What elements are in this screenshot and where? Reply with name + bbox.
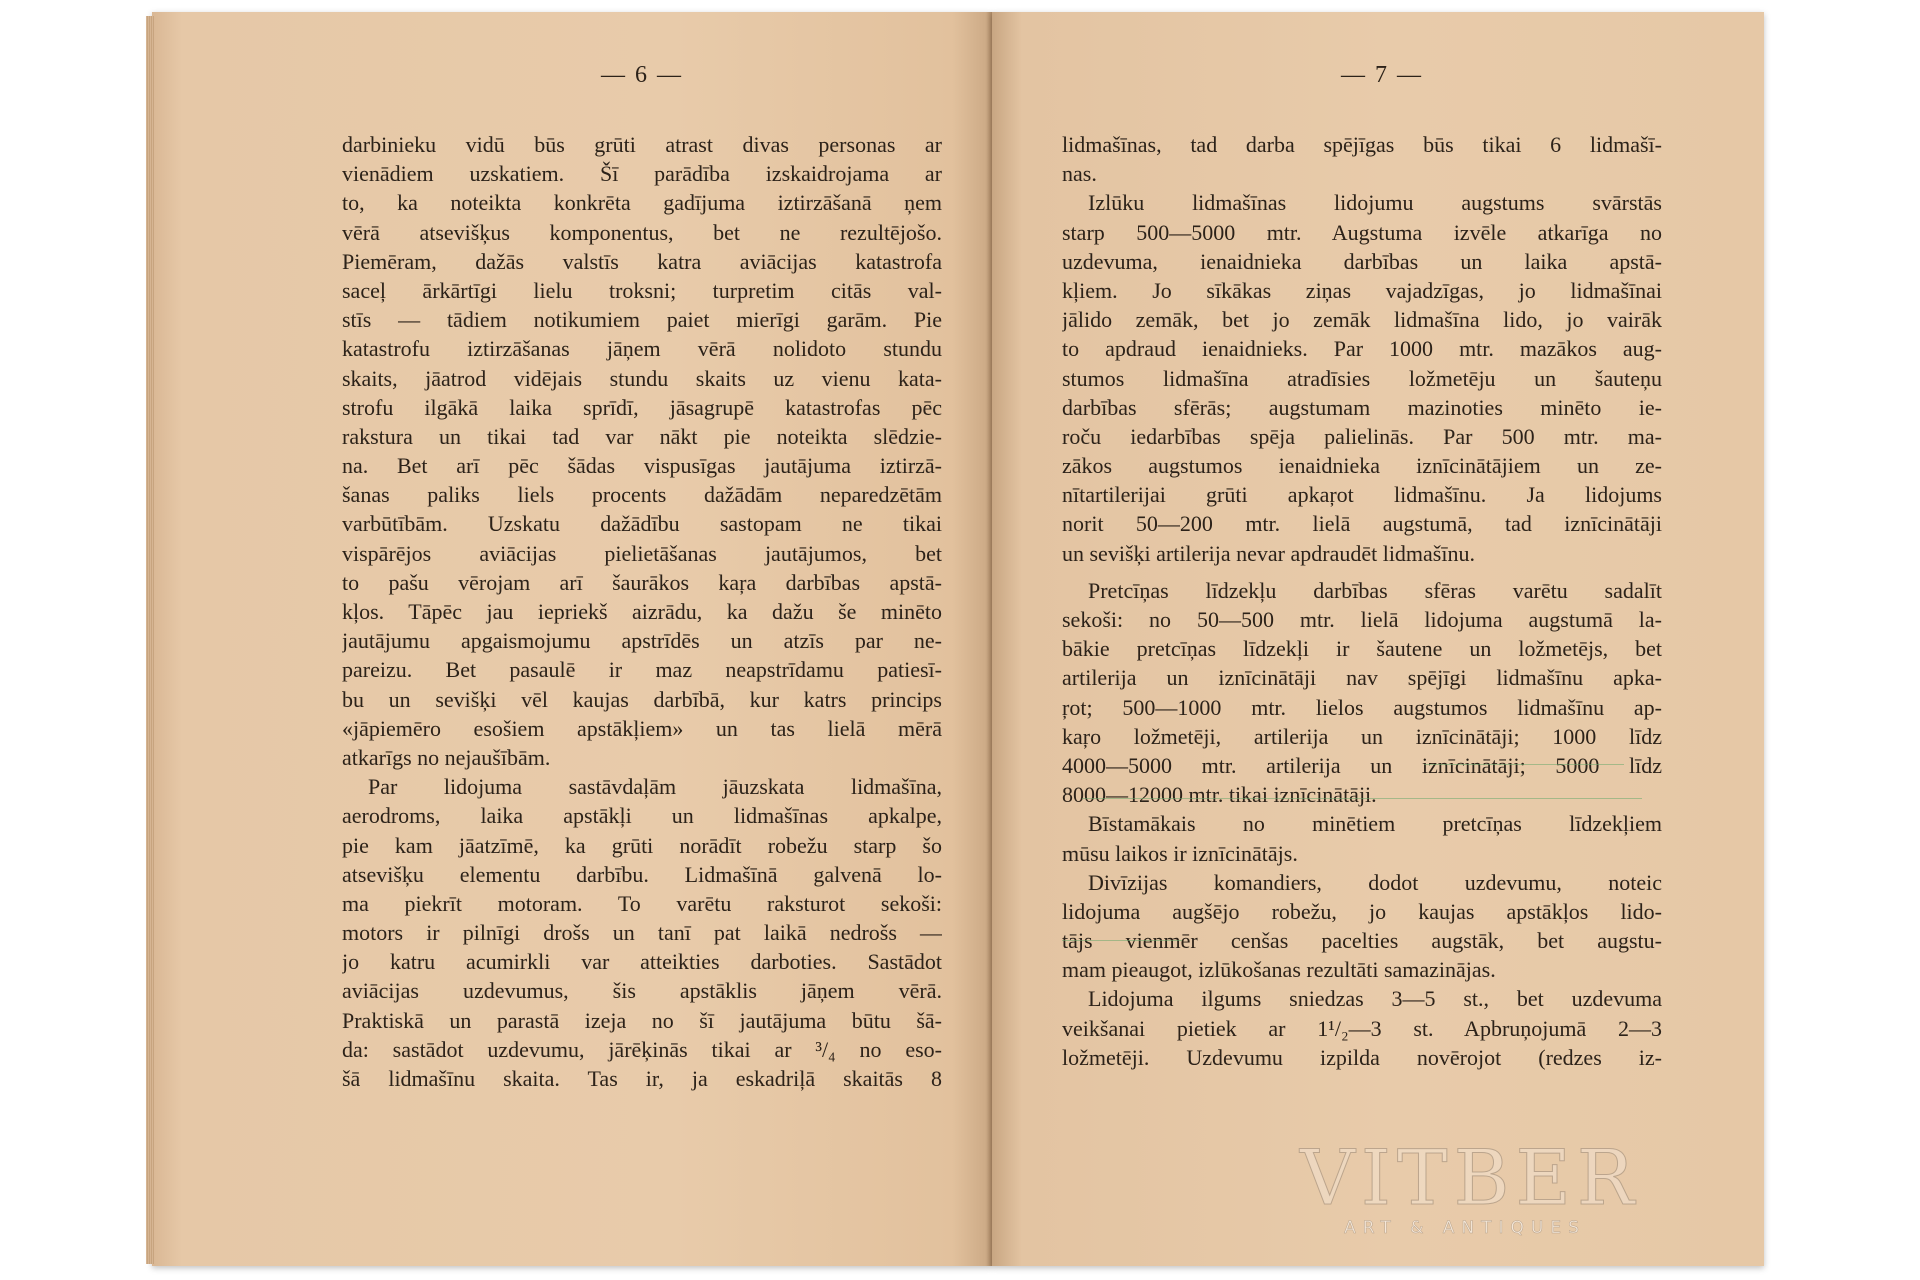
- text-line: tājs vienmēr cenšas pacelties augstāk, bet augstu-: [1062, 928, 1662, 954]
- text-line: 8000—12000 mtr. tikai iznīcinātāji.: [1062, 782, 1377, 808]
- text-line: to pašu vērojam arī šaurākos kaŗa darbības apstā-: [342, 569, 942, 595]
- text-line: uzdevuma, ienaidnieka darbības un laika apstā-: [1062, 248, 1662, 274]
- text-line: stumos lidmašīna atradīsies ložmetēju un šauteņu: [1062, 365, 1662, 391]
- text-line: roču iedarbības spēja palielinās. Par 500 mtr. ma-: [1062, 423, 1662, 449]
- text-line: 4000—5000 mtr. artilerija un iznīcinātāji; 5000 līdz: [1062, 752, 1662, 778]
- text-line: jautājumu apgaismojumu apstrīdēs un atzīs par ne-: [342, 628, 942, 654]
- text-line: jo katru acumirkli var atteikties darboties. Sastādot: [342, 949, 942, 975]
- page-number: — 7 —: [1341, 62, 1423, 88]
- text-line: aviācijas uzdevumus, šis apstāklis jāņem vērā.: [342, 978, 942, 1004]
- right-page: [992, 12, 1764, 1266]
- text-line: Pretcīņas līdzekļu darbības sfēras varētu sadalīt: [1088, 577, 1662, 603]
- text-line: aerodroms, laika apstākļi un lidmašīnas apkalpe,: [342, 803, 942, 829]
- text-line: bākie pretcīņas līdzekļi ir šautene un ložmetējs, bet: [1062, 636, 1662, 662]
- text-line: un sevišķi artilerija nevar apdraudēt lidmašīnu.: [1062, 540, 1475, 566]
- watermark-logo: [1300, 1133, 1641, 1238]
- text-line: strofu ilgākā laika sprīdī, jāsagrupē katastrofas pēc: [342, 394, 942, 420]
- text-line: saceļ ārkārtīgi lielu troksni; turpretim citās val-: [342, 277, 942, 303]
- text-line: Lidojuma ilgums sniedzas 3—5 st., bet uzdevuma: [1088, 986, 1662, 1012]
- page-edges: [146, 16, 154, 1264]
- text-line: jālido zemāk, bet jo zemāk lidmašīna lido, jo vairāk: [1062, 307, 1662, 333]
- text-line: ma piekrīt motoram. To varētu raksturot sekoši:: [342, 890, 942, 916]
- text-line: Izlūku lidmašīnas lidojumu augstums svārstās: [1088, 190, 1662, 216]
- page-number: — 6 —: [601, 62, 683, 88]
- text-line: pie kam jāatzīmē, ka grūti norādīt robežu starp šo: [342, 832, 942, 858]
- pencil-underline: [1424, 764, 1624, 765]
- text-line: nas.: [1062, 161, 1097, 187]
- text-line: zākos augstumos ienaidnieka iznīcinātājiem un ze-: [1062, 453, 1662, 479]
- text-line: na. Bet arī pēc šādas vispusīgas jautājuma iztirzā-: [342, 453, 942, 479]
- text-line: to, ka noteikta konkrēta gadījuma iztirzāšanā ņem: [342, 190, 942, 216]
- text-line: mam pieaugot, izlūkošanas rezultāti samazinājas.: [1062, 957, 1496, 983]
- text-line: atsevišķu elementu darbību. Lidmašīnā galvenā lo-: [342, 861, 942, 887]
- text-line: Bīstamākais no minētiem pretcīņas līdzekļiem: [1088, 811, 1662, 837]
- open-book: [152, 12, 1764, 1266]
- text-line: kļiem. Jo sīkākas ziņas vajadzīgas, jo lidmašīnai: [1062, 277, 1662, 303]
- text-line: Praktiskā un parastā izeja no šī jautājuma būtu šā-: [342, 1007, 942, 1033]
- text-line: vienādiem uzskatiem. Šī parādība izskaidrojama ar: [342, 161, 942, 187]
- text-line: šanas paliks liels procents dažādām neparedzētām: [342, 482, 942, 508]
- text-line: varbūtībām. Uzskatu dažādību sastopam ne tikai: [342, 511, 942, 537]
- text-line: mūsu laikos ir iznīcinātājs.: [1062, 840, 1298, 866]
- text-line: «jāpiemēro esošiem apstākļiem» un tas lielā mērā: [342, 715, 942, 741]
- left-page: [152, 12, 992, 1266]
- text-line: ŗot; 500—1000 mtr. lielos augstumos lidmašīnu ap-: [1062, 694, 1662, 720]
- text-line: pareizu. Bet pasaulē ir maz neapstrīdamu patiesī-: [342, 657, 942, 683]
- text-line: nītartilerijai grūti apkaŗot lidmašīnu. Ja lidojums: [1062, 482, 1662, 508]
- text-line: kaŗo ložmetēji, artilerija un iznīcinātāji; 1000 līdz: [1062, 723, 1662, 749]
- pencil-underline: [1062, 940, 1182, 941]
- text-line: veikšanai pietiek ar 1¹/₂—3 st. Apbruņojumā 2—3: [1062, 1015, 1662, 1041]
- text-line: norit 50—200 mtr. lielā augstumā, tad iznīcinātāji: [1062, 511, 1662, 537]
- text-line: šā lidmašīnu skaita. Tas ir, ja eskadriļā skaitās 8: [342, 1066, 942, 1091]
- text-line: stīs — tādiem notikumiem paiet mierīgi garām. Pie: [342, 307, 942, 333]
- text-line: vērā atsevišķus komponentus, bet ne rezultējošo.: [342, 219, 942, 245]
- text-line: lidojuma augšējo robežu, jo kaujas apstākļos lido-: [1062, 898, 1662, 924]
- text-line: Par lidojuma sastāvdaļām jāuzskata lidmašīna,: [368, 774, 942, 800]
- text-line: to apdraud ienaidnieks. Par 1000 mtr. mazākos aug-: [1062, 336, 1662, 362]
- text-line: bu un sevišķi vēl kaujas darbībā, kur katrs princips: [342, 686, 942, 712]
- text-line: motors ir pilnīgi drošs un tanī pat laikā nedrošs —: [342, 920, 942, 946]
- text-line: Divīzijas komandiers, dodot uzdevumu, noteic: [1088, 869, 1662, 895]
- pencil-underline: [1082, 798, 1642, 799]
- text-line: sekoši: no 50—500 mtr. lielā lidojuma augstumā la-: [1062, 607, 1662, 632]
- text-line: starp 500—5000 mtr. Augstuma izvēle atkarīga no: [1062, 219, 1662, 245]
- text-line: ložmetēji. Uzdevumu izpilda novērojot (redzes iz-: [1062, 1044, 1662, 1070]
- text-line: atkarīgs no nejaušībām.: [342, 744, 551, 770]
- body-text: [342, 130, 942, 1093]
- text-line: Piemēram, dažās valstīs katra aviācijas katastrofa: [342, 248, 942, 274]
- text-line: rakstura un tikai tad var nākt pie noteikta slēdzie-: [342, 423, 942, 449]
- watermark-tagline: ART & ANTIQUES: [1344, 1218, 1586, 1238]
- text-line: artilerija un iznīcinātāji nav spējīgi lidmašīnu apka-: [1062, 665, 1662, 691]
- text-line: skaits, jāatrod vidējais stundu skaits uz vienu kata-: [342, 365, 942, 391]
- text-line: da: sastādot uzdevumu, jārēķinās tikai ar ³/₄ no eso-: [342, 1036, 942, 1062]
- text-line: darbinieku vidū būs grūti atrast divas personas ar: [342, 132, 942, 157]
- text-line: kļos. Tāpēc jau iepriekš aizrādu, ka dažu še minēto: [342, 599, 942, 624]
- text-line: lidmašīnas, tad darba spējīgas būs tikai 6 lidmašī-: [1062, 132, 1662, 157]
- text-line: vispārējos aviācijas pielietāšanas jautājumos, bet: [342, 540, 942, 566]
- watermark-brand: VITBER: [1300, 1133, 1641, 1222]
- body-text: [1062, 130, 1662, 1072]
- text-line: katastrofu iztirzāšanas jāņem vērā nolidoto stundu: [342, 336, 942, 362]
- text-line: darbības sfērās; augstumam mazinoties minēto ie-: [1062, 394, 1662, 420]
